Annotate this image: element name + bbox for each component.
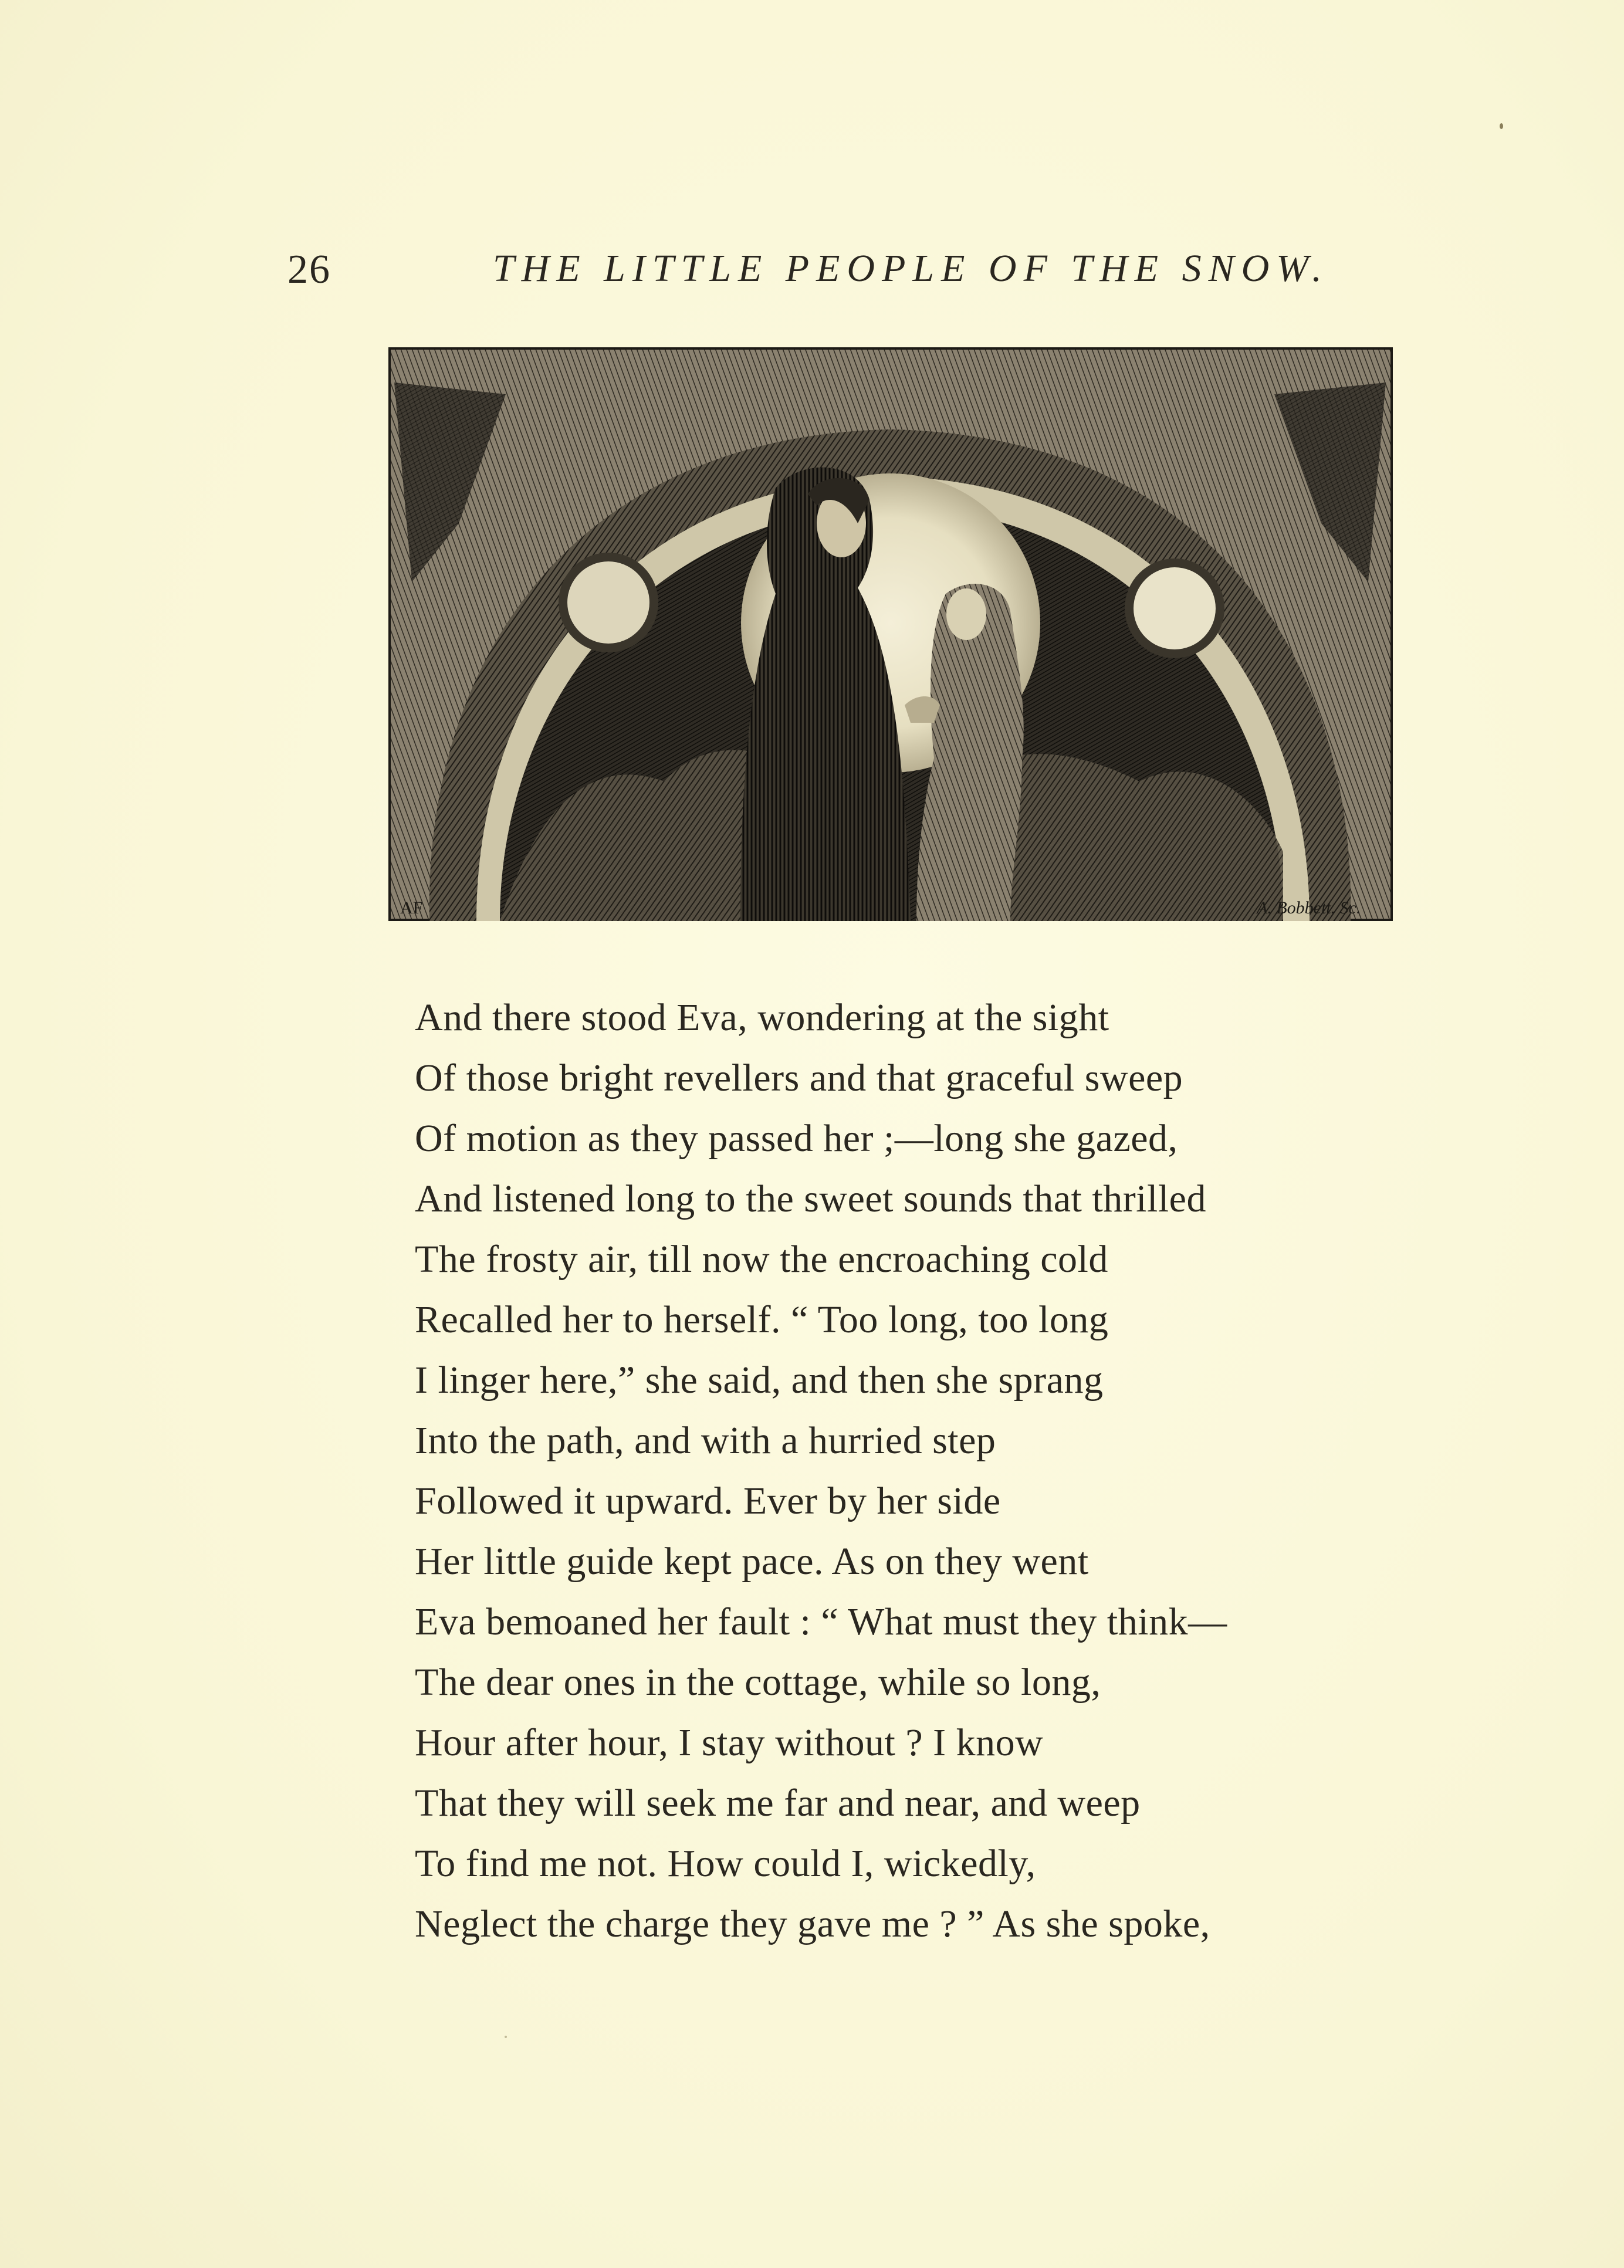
poem-line: Her little guide kept pace. As on they went	[415, 1540, 1089, 1583]
artist-monogram: AF	[400, 898, 423, 918]
running-title: THE LITTLE PEOPLE OF THE SNOW.	[493, 247, 1329, 290]
poem-line: Eva bemoaned her fault : “ What must they think—	[415, 1600, 1227, 1643]
poem-line: Of motion as they passed her ;—long she gazed,	[415, 1117, 1178, 1160]
poem-line: And listened long to the sweet sounds that thrilled	[415, 1177, 1206, 1220]
poem-line: That they will seek me far and near, and weep	[415, 1782, 1141, 1824]
poem-line: Of those bright revellers and that graceful sweep	[415, 1057, 1183, 1099]
poem-line: Followed it upward. Ever by her side	[415, 1480, 1001, 1522]
poem-line: I linger here,” she said, and then she sprang	[415, 1359, 1104, 1402]
poem-line: To find me not. How could I, wickedly,	[415, 1842, 1036, 1885]
poem-line: And there stood Eva, wondering at the sight	[415, 996, 1109, 1039]
poem-line: The frosty air, till now the encroaching cold	[415, 1238, 1108, 1281]
poem-line: Into the path, and with a hurried step	[415, 1419, 996, 1462]
poem-text	[415, 987, 1412, 1954]
paper-speck	[505, 2036, 507, 2038]
poem-line: Recalled her to herself. “ Too long, too long	[415, 1298, 1109, 1341]
engraver-signature: A. Bobbett. Sc.	[1257, 898, 1361, 918]
page-number: 26	[287, 247, 331, 292]
engraving-svg	[388, 347, 1393, 921]
engraving-illustration	[388, 347, 1393, 921]
poem-line: Neglect the charge they gave me ? ” As she spoke,	[415, 1903, 1210, 1945]
paper-speck	[1500, 123, 1503, 129]
poem-line: Hour after hour, I stay without ? I know	[415, 1721, 1044, 1764]
poem-line: The dear ones in the cottage, while so long,	[415, 1661, 1101, 1704]
